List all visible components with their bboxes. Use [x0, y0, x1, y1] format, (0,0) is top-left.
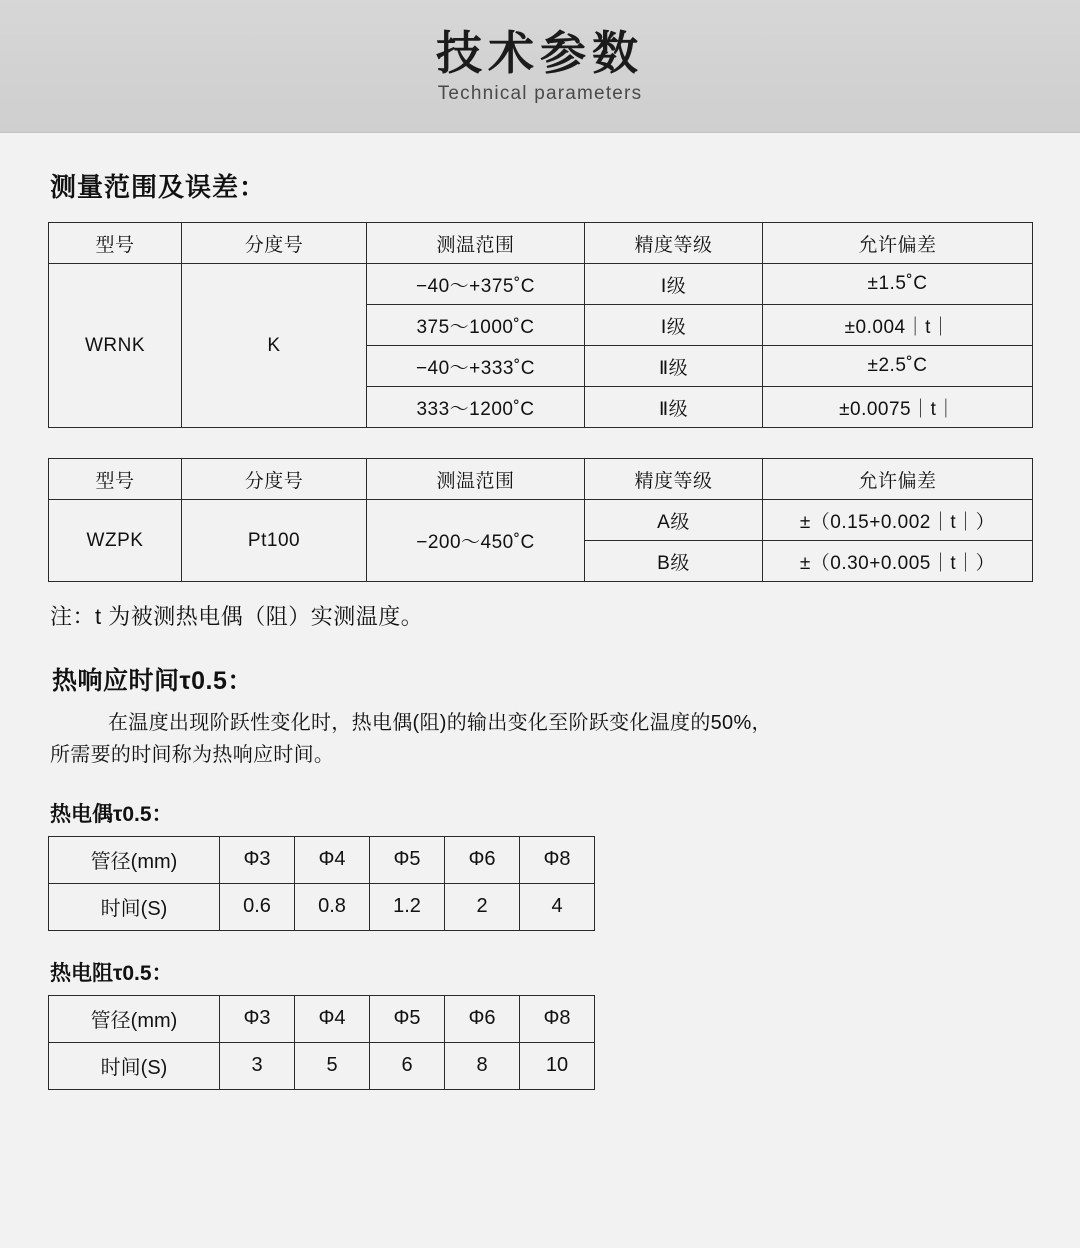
diameter-cell: Φ3 — [220, 995, 295, 1042]
response-paragraph — [50, 707, 1032, 772]
table-header-cell: 型号 — [49, 459, 182, 500]
grade-cell: Ⅰ级 — [585, 305, 763, 346]
table-header-cell: 允许偏差 — [763, 223, 1033, 264]
grade-cell: Ⅱ级 — [585, 387, 763, 428]
range-cell: 333〜1200˚C — [367, 387, 585, 428]
model-cell: WZPK — [49, 500, 182, 582]
deviation-cell: ±2.5˚C — [763, 346, 1033, 387]
rtd-response-table — [48, 995, 595, 1090]
table-header-row — [49, 223, 1033, 264]
table-row — [49, 264, 1033, 305]
time-cell: 1.2 — [370, 883, 445, 930]
page-banner — [0, 0, 1080, 133]
grade-cell: B级 — [585, 541, 763, 582]
diameter-cell: Φ5 — [370, 995, 445, 1042]
section-title-response-time: 热响应时间τ0.5： — [52, 667, 253, 695]
rtd-spec-table — [48, 458, 1033, 582]
diameter-cell: Φ4 — [295, 836, 370, 883]
content-area — [0, 133, 1080, 1090]
deviation-cell: ±0.004｜t｜ — [763, 305, 1033, 346]
table-header-cell: 精度等级 — [585, 223, 763, 264]
range-cell: −200〜450˚C — [367, 500, 585, 582]
table-header-cell: 测温范围 — [367, 459, 585, 500]
row-label-diameter: 管径(mm) — [49, 836, 220, 883]
time-cell: 3 — [220, 1042, 295, 1089]
time-cell: 8 — [445, 1042, 520, 1089]
section-title-thermocouple-response: 热电偶τ0.5： — [50, 802, 173, 826]
page-subtitle: Technical parameters — [437, 83, 643, 105]
grade-cell: A级 — [585, 500, 763, 541]
diameter-cell: Φ4 — [295, 995, 370, 1042]
table-header-cell: 分度号 — [182, 223, 367, 264]
page-title: 技术参数 — [436, 26, 644, 79]
grade-cell: Ⅰ级 — [585, 264, 763, 305]
diameter-cell: Φ8 — [520, 836, 595, 883]
table-header-cell: 精度等级 — [585, 459, 763, 500]
table-header-cell: 允许偏差 — [763, 459, 1033, 500]
table-header-row — [49, 459, 1033, 500]
table-row — [49, 500, 1033, 541]
table-row — [49, 1042, 595, 1089]
diameter-cell: Φ6 — [445, 836, 520, 883]
diameter-cell: Φ6 — [445, 995, 520, 1042]
response-paragraph-line1: 在温度出现阶跃性变化时，热电偶(阻)的输出变化至阶跃变化温度的50%， — [108, 712, 772, 734]
time-cell: 4 — [520, 883, 595, 930]
deviation-cell: ±0.0075｜t｜ — [763, 387, 1033, 428]
time-cell: 2 — [445, 883, 520, 930]
diameter-cell: Φ5 — [370, 836, 445, 883]
table-row — [49, 995, 595, 1042]
table-header-cell: 分度号 — [182, 459, 367, 500]
deviation-cell: ±（0.30+0.005｜t｜） — [763, 541, 1033, 582]
table-header-cell: 测温范围 — [367, 223, 585, 264]
row-label-time: 时间(S) — [49, 883, 220, 930]
diameter-cell: Φ3 — [220, 836, 295, 883]
time-cell: 10 — [520, 1042, 595, 1089]
time-cell: 0.6 — [220, 883, 295, 930]
deviation-cell: ±（0.15+0.002｜t｜） — [763, 500, 1033, 541]
row-label-time: 时间(S) — [49, 1042, 220, 1089]
thermocouple-spec-table — [48, 222, 1033, 428]
thermocouple-response-table — [48, 836, 595, 931]
graduation-cell: Pt100 — [182, 500, 367, 582]
range-cell: −40〜+333˚C — [367, 346, 585, 387]
time-cell: 0.8 — [295, 883, 370, 930]
time-cell: 5 — [295, 1042, 370, 1089]
table-row — [49, 883, 595, 930]
row-label-diameter: 管径(mm) — [49, 995, 220, 1042]
range-cell: 375〜1000˚C — [367, 305, 585, 346]
response-paragraph-line2: 所需要的时间称为热响应时间。 — [50, 744, 335, 767]
note-text: 注：t 为被测热电偶（阻）实测温度。 — [50, 604, 424, 629]
section-title-measuring-range: 测量范围及误差： — [50, 172, 267, 202]
table-row — [49, 836, 595, 883]
model-cell: WRNK — [49, 264, 182, 428]
table-spacer — [48, 428, 1032, 458]
table-header-cell: 型号 — [49, 223, 182, 264]
graduation-cell: K — [182, 264, 367, 428]
grade-cell: Ⅱ级 — [585, 346, 763, 387]
range-cell: −40〜+375˚C — [367, 264, 585, 305]
time-cell: 6 — [370, 1042, 445, 1089]
section-title-rtd-response: 热电阻τ0.5： — [50, 961, 173, 985]
diameter-cell: Φ8 — [520, 995, 595, 1042]
deviation-cell: ±1.5˚C — [763, 264, 1033, 305]
